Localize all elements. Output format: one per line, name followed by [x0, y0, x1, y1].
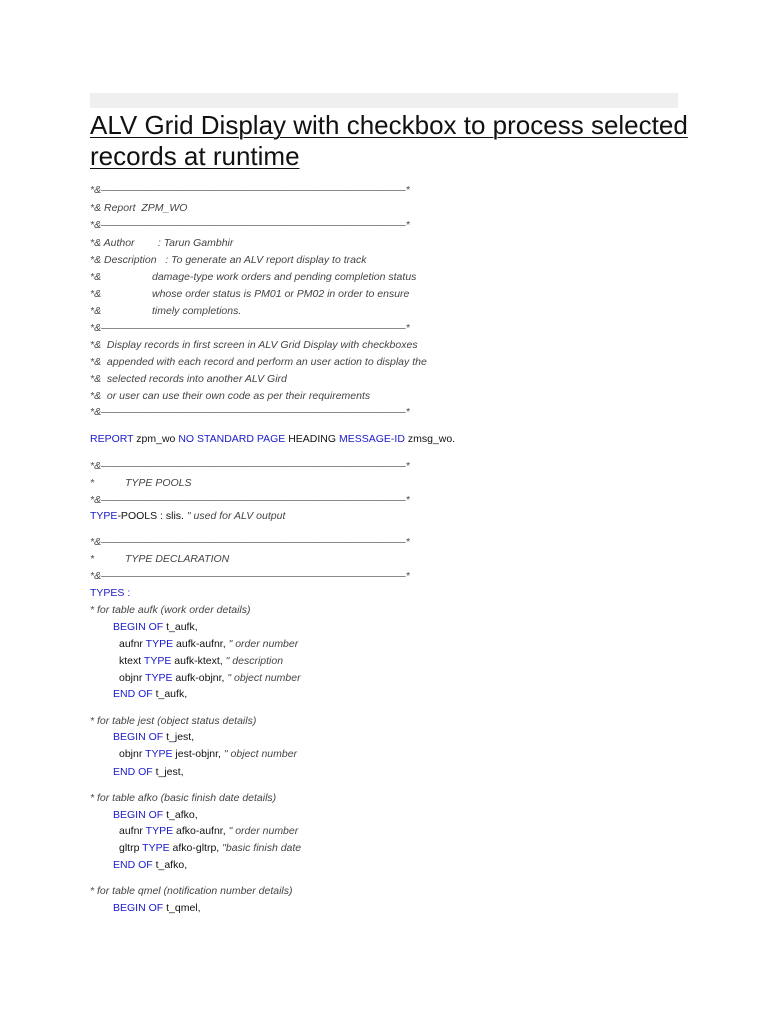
comment-report: *& Report ZPM_WO	[90, 202, 188, 214]
field-name: objnr	[119, 748, 146, 760]
keyword: TYPE	[142, 842, 170, 854]
field-line	[119, 637, 298, 651]
field-name: aufnr	[119, 825, 146, 837]
keyword: REPORT	[90, 433, 134, 445]
message-class: zmsg_wo.	[404, 433, 456, 445]
keyword: BEGIN OF	[113, 809, 164, 821]
field-line	[119, 671, 301, 685]
type-pools-statement	[90, 509, 285, 523]
comment-separator: *&—————————————————————————————*	[90, 322, 410, 334]
field-type: afko-aufnr,	[173, 825, 229, 837]
field-line	[119, 747, 297, 761]
inline-comment: " object number	[223, 748, 298, 760]
inline-comment: " order number	[228, 825, 299, 837]
keyword: END OF	[113, 766, 153, 778]
comment-description-line: damage-type work orders and pending completion status	[152, 271, 417, 283]
structure-name: t_afko,	[152, 859, 188, 871]
inline-comment: " description	[225, 655, 284, 667]
end-of-afko	[113, 858, 187, 872]
comment-description-marker: *&	[90, 288, 102, 300]
keyword: TYPE	[145, 638, 174, 650]
type-pools-text: -POOLS : slis.	[117, 510, 187, 522]
comment-marker: *	[90, 477, 95, 489]
report-heading: HEADING	[285, 433, 339, 445]
comment-separator: *&—————————————————————————————*	[90, 536, 410, 548]
structure-name: t_aufk,	[152, 688, 188, 700]
end-of-aufk	[113, 687, 187, 701]
comment-display: *& Display records in first screen in ALV Grid Display with checkboxes	[90, 339, 418, 351]
comment-display: *& appended with each record and perform an user action to display the	[90, 356, 427, 368]
field-type: aufk-aufnr,	[173, 638, 229, 650]
keyword: TYPE	[90, 510, 118, 522]
field-type: afko-gltrp,	[169, 842, 223, 854]
begin-of-qmel	[113, 901, 201, 915]
inline-comment: " used for ALV output	[186, 510, 286, 522]
comment-afko: * for table afko (basic finish date details)	[90, 792, 277, 804]
comment-separator: *&—————————————————————————————*	[90, 460, 410, 472]
comment-qmel: * for table qmel (notification number details)	[90, 885, 293, 897]
begin-of-afko	[113, 808, 198, 822]
keyword: TYPE	[143, 655, 172, 667]
field-name: gltrp	[119, 842, 143, 854]
page-title: ALV Grid Display with checkbox to process selected records at runtime	[90, 110, 688, 171]
keyword: END OF	[113, 688, 153, 700]
structure-name: t_jest,	[152, 766, 184, 778]
types-keyword: TYPES :	[90, 587, 131, 599]
keyword: MESSAGE-ID	[338, 433, 405, 445]
keyword: NO STANDARD PAGE	[178, 433, 286, 445]
comment-display: *& or user can use their own code as per their requirements	[90, 390, 371, 402]
field-line	[119, 824, 298, 838]
comment-aufk: * for table aufk (work order details)	[90, 604, 251, 616]
comment-description-line: whose order status is PM01 or PM02 in order to ensure	[152, 288, 410, 300]
comment-marker: *	[90, 553, 95, 565]
keyword: TYPE	[145, 748, 173, 760]
keyword: BEGIN OF	[113, 731, 164, 743]
comment-display: *& selected records into another ALV Gird	[90, 373, 287, 385]
section-type-pools: TYPE POOLS	[125, 477, 192, 489]
structure-name: t_qmel,	[163, 902, 201, 914]
structure-name: t_jest,	[163, 731, 195, 743]
begin-of-jest	[113, 730, 194, 744]
comment-separator: *&—————————————————————————————*	[90, 184, 410, 196]
keyword: BEGIN OF	[113, 621, 164, 633]
inline-comment: " object number	[227, 672, 301, 684]
report-name: zpm_wo	[133, 433, 179, 445]
comment-separator: *&—————————————————————————————*	[90, 494, 410, 506]
inline-comment: " order number	[228, 638, 299, 650]
section-type-declaration: TYPE DECLARATION	[125, 553, 230, 565]
keyword: TYPE	[145, 825, 174, 837]
keyword: TYPE	[145, 672, 173, 684]
field-name: objnr	[119, 672, 146, 684]
field-line	[119, 841, 301, 855]
comment-separator: *&—————————————————————————————*	[90, 219, 410, 231]
comment-description-marker: *&	[90, 305, 102, 317]
keyword: BEGIN OF	[113, 902, 164, 914]
comment-jest: * for table jest (object status details)	[90, 715, 257, 727]
structure-name: t_aufk,	[163, 621, 198, 633]
inline-comment: "basic finish date	[222, 842, 302, 854]
field-line	[119, 654, 283, 668]
field-type: aufk-objnr,	[172, 672, 228, 684]
field-type: jest-objnr,	[172, 748, 224, 760]
field-name: ktext	[119, 655, 144, 667]
comment-description: *& Description : To generate an ALV report display to track	[90, 254, 367, 266]
field-name: aufnr	[119, 638, 146, 650]
structure-name: t_afko,	[163, 809, 198, 821]
comment-separator: *&—————————————————————————————*	[90, 406, 410, 418]
comment-author: *& Author : Tarun Gambhir	[90, 237, 234, 249]
comment-description-line: timely completions.	[152, 305, 242, 317]
header-bar	[90, 93, 678, 108]
keyword: END OF	[113, 859, 153, 871]
comment-description-marker: *&	[90, 271, 102, 283]
comment-separator: *&—————————————————————————————*	[90, 570, 410, 582]
end-of-jest	[113, 765, 184, 779]
report-statement	[90, 432, 455, 446]
field-type: aufk-ktext,	[171, 655, 226, 667]
begin-of-aufk	[113, 620, 198, 634]
